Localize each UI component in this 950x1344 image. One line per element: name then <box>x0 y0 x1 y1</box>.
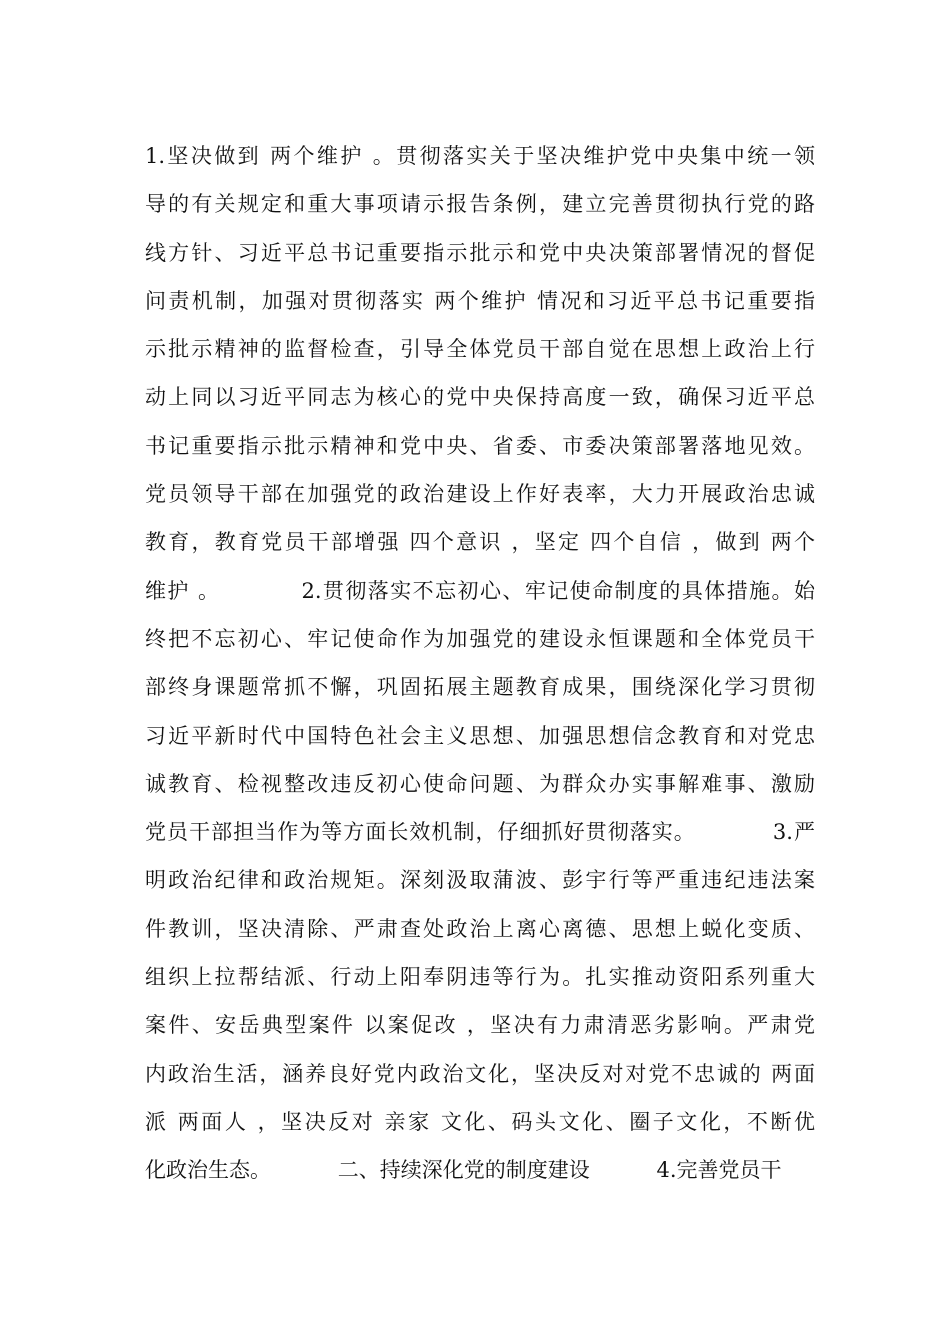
text-line-5: 示批示精神的监督检查，引导全体党员干部自觉在思想上政治上行 <box>145 337 815 362</box>
text-line-10: 维护 。 2.贯彻落实不忘初心、牢记使命制度的具体措施。始 <box>145 578 815 603</box>
text-line-15: 党员干部担当作为等方面长效机制，仔细抓好贯彻落实。 3.严 <box>145 820 815 845</box>
text-line-17: 件教训，坚决清除、严肃查处政治上离心离德、思想上蜕化变质、 <box>145 916 815 941</box>
text-line-1: 1.坚决做到 两个维护 。贯彻落实关于坚决维护党中央集中统一领 <box>145 144 815 168</box>
text-line-4: 问责机制，加强对贯彻落实 两个维护 情况和习近平总书记重要指 <box>145 288 815 313</box>
body-text <box>145 132 815 1195</box>
text-line-20: 内政治生活，涵养良好党内政治文化，坚决反对对党不忠诚的 两面 <box>145 1061 815 1086</box>
text-line-8: 党员领导干部在加强党的政治建设上作好表率，大力开展政治忠诚 <box>145 482 815 507</box>
text-line-2: 导的有关规定和重大事项请示报告条例，建立完善贯彻执行党的路 <box>145 192 815 217</box>
text-line-7: 书记重要指示批示精神和党中央、省委、市委决策部署落地见效。 <box>145 433 815 458</box>
text-line-9: 教育，教育党员干部增强 四个意识 ，坚定 四个自信 ，做到 两个 <box>145 530 815 555</box>
text-line-13: 习近平新时代中国特色社会主义思想、加强思想信念教育和对党忠 <box>145 723 815 748</box>
text-line-22: 化政治生态。 二、持续深化党的制度建设 4.完善党员干 <box>145 1158 782 1183</box>
text-line-14: 诚教育、检视整改违反初心使命问题、为群众办实事解难事、激励 <box>145 771 815 796</box>
text-line-19: 案件、安岳典型案件 以案促改 ，坚决有力肃清恶劣影响。严肃党 <box>145 1013 815 1038</box>
text-line-3: 线方针、习近平总书记重要指示批示和党中央决策部署情况的督促 <box>145 240 815 265</box>
text-line-12: 部终身课题常抓不懈，巩固拓展主题教育成果，围绕深化学习贯彻 <box>145 675 815 700</box>
text-line-16: 明政治纪律和政治规矩。深刻汲取蒲波、彭宇行等严重违纪违法案 <box>145 868 815 893</box>
text-line-11: 终把不忘初心、牢记使命作为加强党的建设永恒课题和全体党员干 <box>145 626 815 651</box>
text-line-18: 组织上拉帮结派、行动上阳奉阴违等行为。扎实推动资阳系列重大 <box>145 965 815 990</box>
text-line-6: 动上同以习近平同志为核心的党中央保持高度一致，确保习近平总 <box>145 385 815 410</box>
text-line-21: 派 两面人 ，坚决反对 亲家 文化、码头文化、圈子文化，不断优 <box>145 1109 815 1134</box>
